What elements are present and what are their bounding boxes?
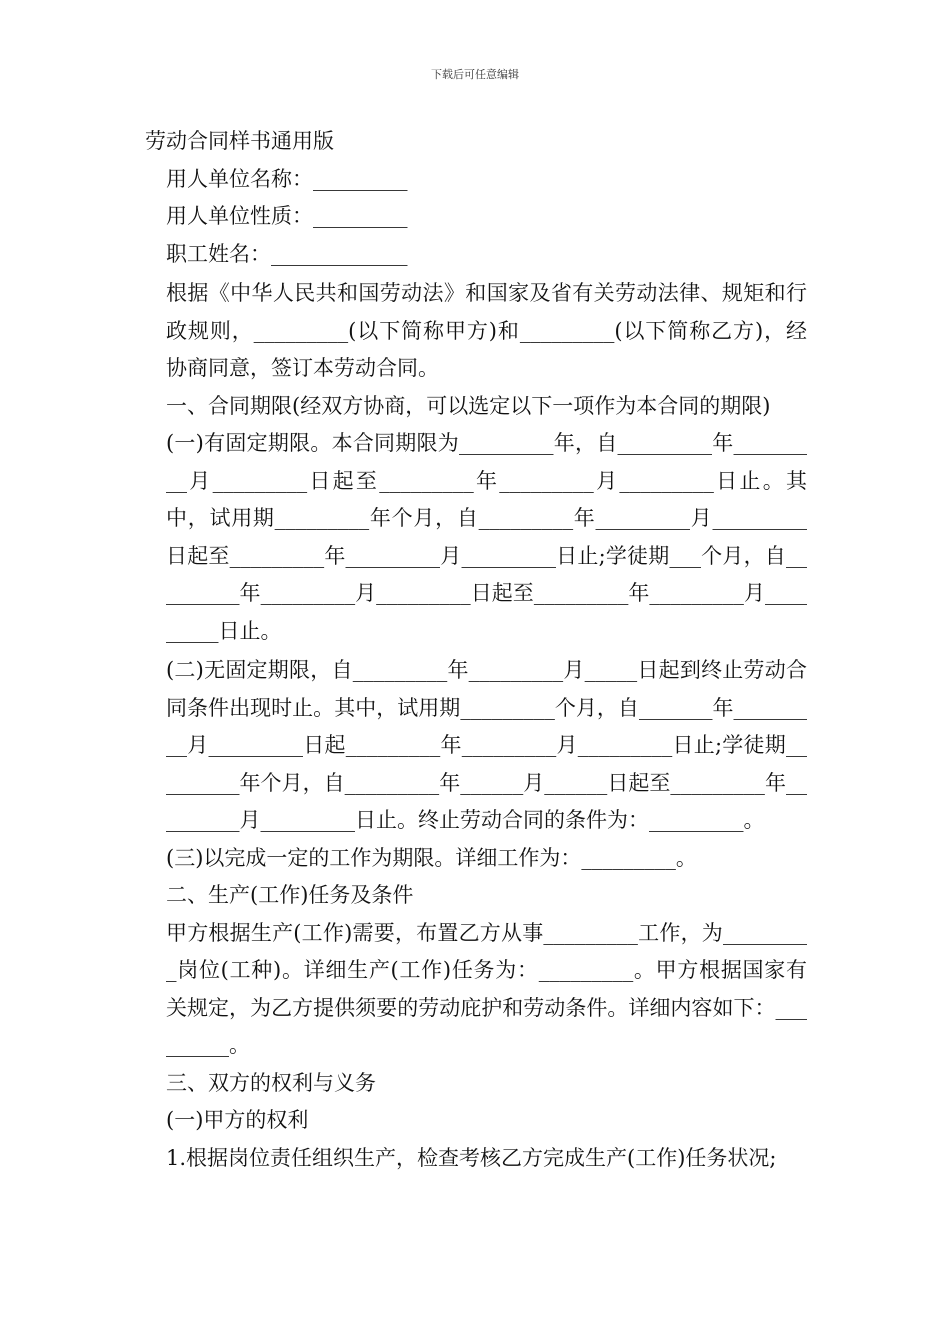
section2-heading: 二、生产(工作)任务及条件 xyxy=(166,883,414,907)
document-title: 劳动合同样书通用版 xyxy=(145,129,334,153)
employee-name-field: 职工姓名：_____________ xyxy=(166,241,408,266)
header-note: 下载后可任意编辑 xyxy=(431,68,519,81)
intro-paragraph: 根据《中华人民共和国劳动法》和国家及省有关劳动法律、规矩和行政规则，_________(以下简称甲方)和_________(以下简称乙方)，经协商同意，签订本劳动合同。 xyxy=(166,281,807,380)
section1-heading: 一、合同期限(经双方协商，可以选定以下一项作为本合同的期限) xyxy=(166,393,771,418)
employer-name-field: 用人单位名称：_________ xyxy=(166,166,408,191)
section1-fixed-term: (一)有固定期限。本合同期限为_________年，自_________年_________月_________日起至_________年_________月_________日止。其中，试用期_________年个月，自_________年_________月_________日起至_________年_________月_________日止;学徒期___个月，自_________年_________月_________日起至_________年_________月_________日止。 xyxy=(166,431,807,643)
section2-body: 甲方根据生产(工作)需要，布置乙方从事_________工作，为_________岗位(工种)。详细生产(工作)任务为：_________。甲方根据国家有关规定，为乙方提供须要的劳动庇护和劳动条件。详细内容如下：_________。 xyxy=(166,920,807,1057)
document-body xyxy=(145,123,807,1177)
section3-heading: 三、双方的权利与义务 xyxy=(166,1070,376,1095)
section1-open-term: (二)无固定期限，自_________年_________月_____日起到终止劳动合同条件出现时止。其中，试用期_________个月，自_______年_________月_________日起_________年_________月_________日止;学徒期_________年个月，自_________年______月______日起至_________年_________月_________日止。终止劳动合同的条件为：_________。 xyxy=(166,658,807,832)
employer-nature-field: 用人单位性质：_________ xyxy=(166,204,408,228)
section1-task-term: (三)以完成一定的工作为期限。详细工作为：_________。 xyxy=(166,845,697,870)
section3-item-1: 1.根据岗位责任组织生产，检查考核乙方完成生产(工作)任务状况; xyxy=(166,1145,777,1170)
section3-employer-rights: (一)甲方的权利 xyxy=(166,1108,309,1132)
